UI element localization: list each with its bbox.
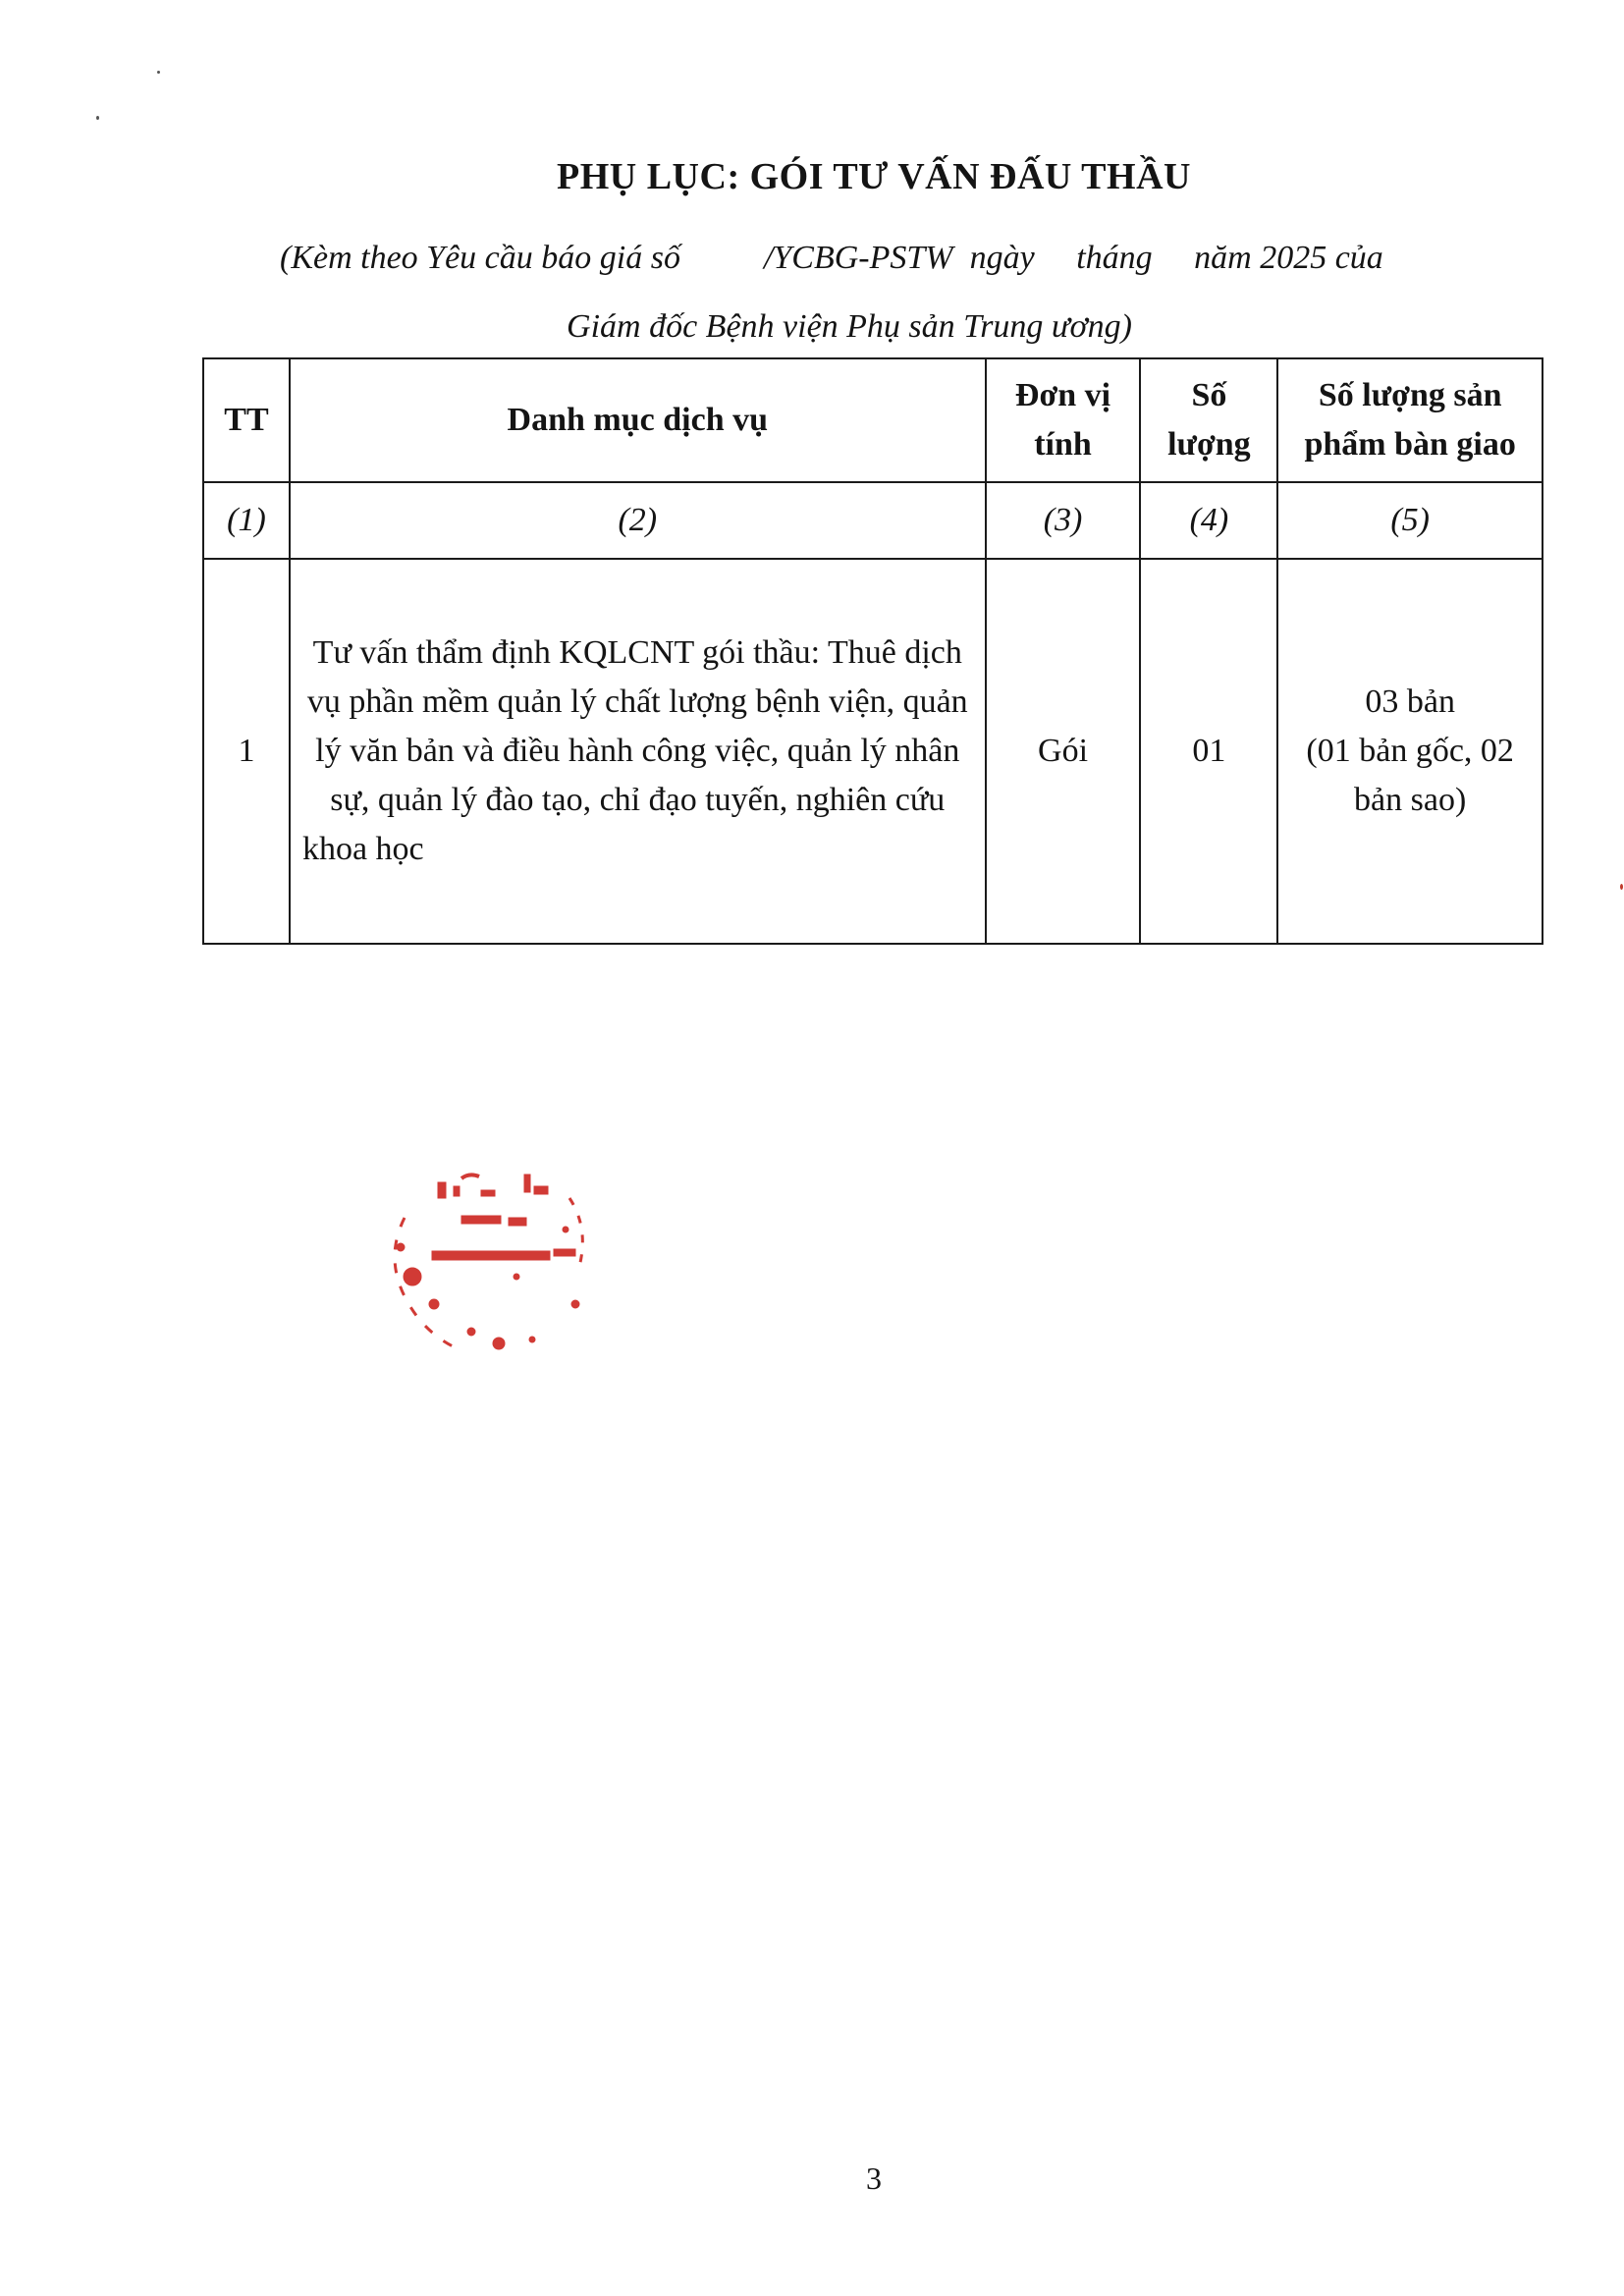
row-quantity: 01 bbox=[1140, 559, 1277, 944]
page-title: PHỤ LỤC: GÓI TƯ VẤN ĐẤU THẦU bbox=[557, 156, 1191, 197]
column-number: (2) bbox=[290, 482, 986, 559]
page-number: 3 bbox=[866, 2160, 882, 2196]
red-stamp-mark bbox=[344, 1139, 638, 1365]
deliverables-detail: (01 bản gốc, 02 bản sao) bbox=[1306, 733, 1514, 818]
scan-speck bbox=[96, 116, 99, 120]
row-unit: Gói bbox=[986, 559, 1141, 944]
deliverables-count: 03 bản bbox=[1365, 683, 1455, 720]
table-row bbox=[203, 559, 1543, 944]
subtitle-line-1: (Kèm theo Yêu cầu báo giá số /YCBG-PSTW ngày tháng năm 2025 của bbox=[280, 240, 1383, 276]
row-service: Tư vấn thẩm định KQLCNT gói thầu: Thuê dịch vụ phần mềm quản lý chất lượng bệnh viện, quản lý văn bản và điều hành công việc, quản lý nhân sự, quản lý đào tạo, chỉ đạo tuyến, nghiên cứu khoa học bbox=[290, 559, 986, 944]
column-number: (4) bbox=[1140, 482, 1277, 559]
table-header-row bbox=[203, 358, 1543, 482]
header-deliverables: Số lượng sản phẩm bàn giao bbox=[1277, 358, 1543, 482]
row-deliverables bbox=[1277, 559, 1543, 944]
header-unit: Đơn vị tính bbox=[986, 358, 1141, 482]
header-service: Danh mục dịch vụ bbox=[290, 358, 986, 482]
column-number: (1) bbox=[203, 482, 290, 559]
row-tt: 1 bbox=[203, 559, 290, 944]
scan-speck bbox=[157, 71, 160, 74]
header-quantity: Số lượng bbox=[1140, 358, 1277, 482]
column-number: (3) bbox=[986, 482, 1141, 559]
column-number: (5) bbox=[1277, 482, 1543, 559]
scan-speck bbox=[1620, 884, 1623, 890]
appendix-table bbox=[202, 357, 1543, 945]
column-number-row bbox=[203, 482, 1543, 559]
subtitle-line-2: Giám đốc Bệnh viện Phụ sản Trung ương) bbox=[567, 308, 1132, 345]
header-tt: TT bbox=[203, 358, 290, 482]
subtitle bbox=[280, 224, 1478, 361]
